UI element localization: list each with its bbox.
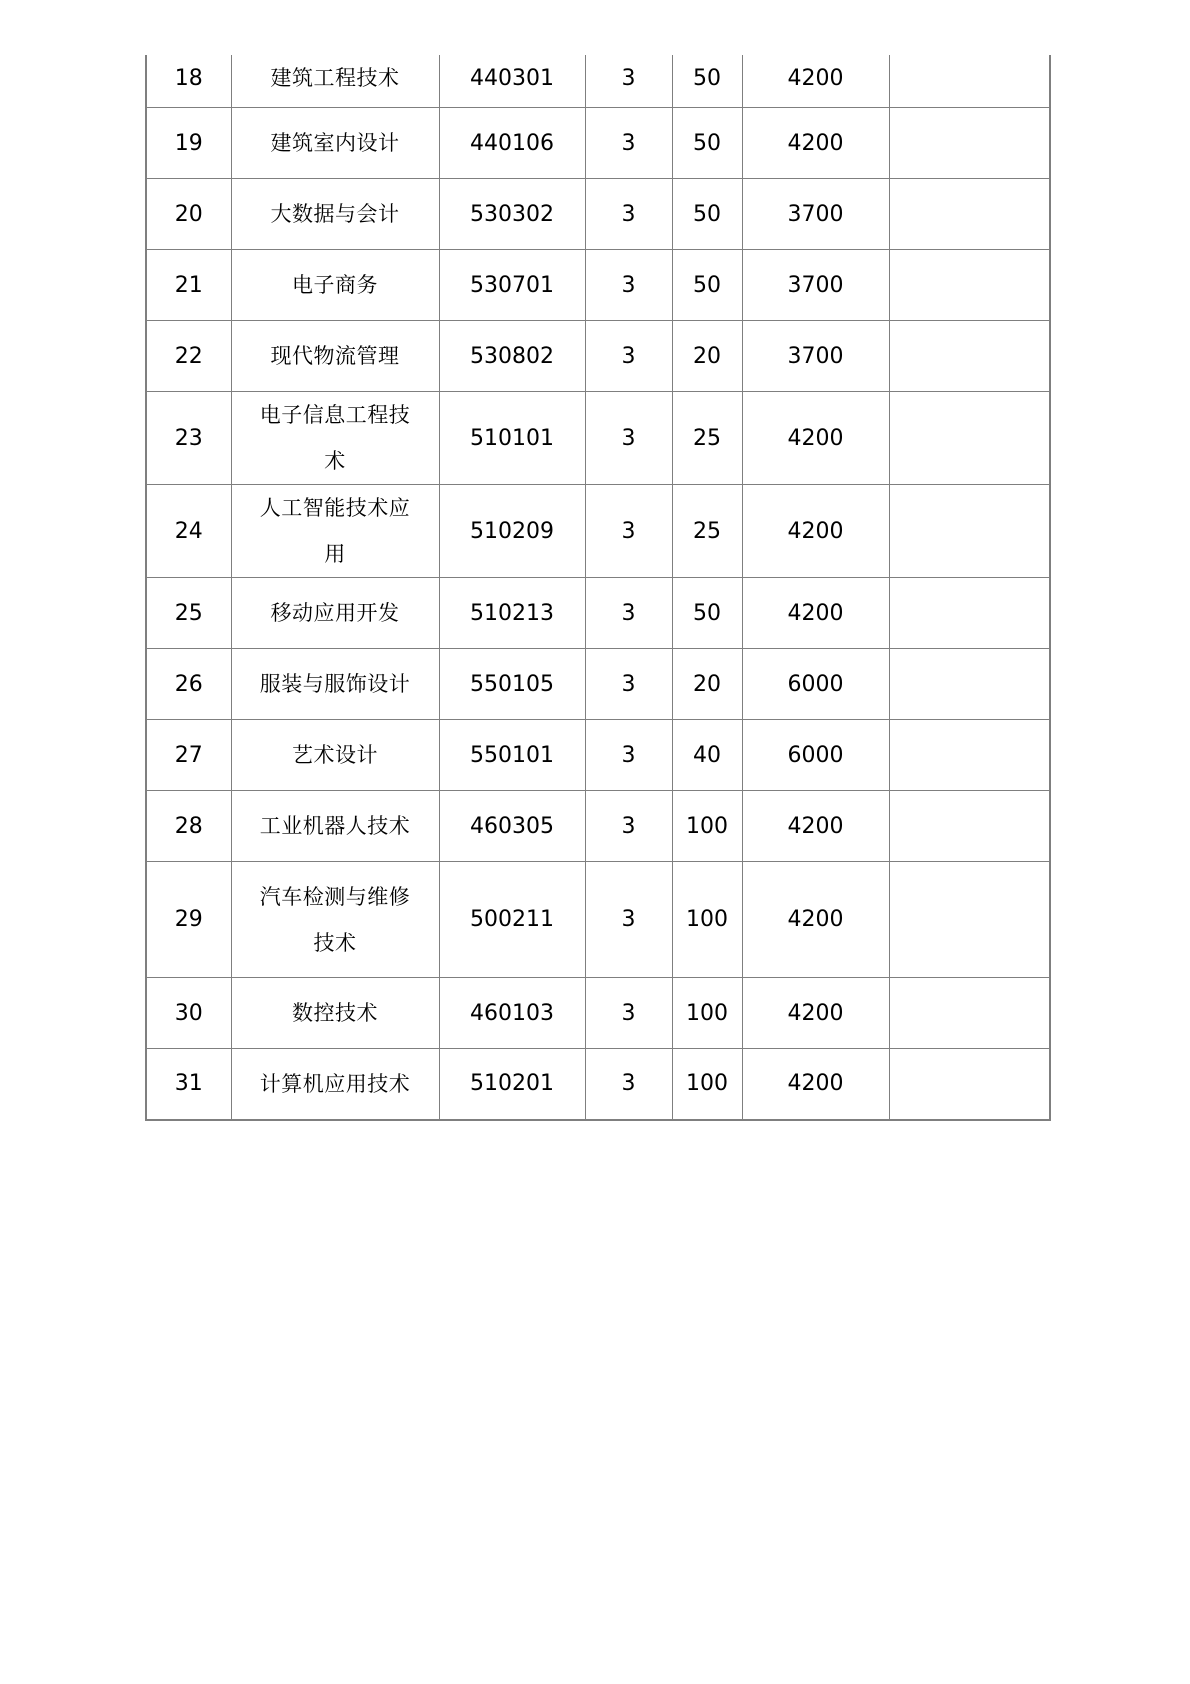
- major-code: 500211: [439, 862, 585, 978]
- enrollment-plan: 20: [672, 649, 742, 720]
- major-name: 汽车检测与维修技术: [231, 862, 439, 978]
- tuition-fee: 6000: [742, 720, 889, 791]
- remarks: [889, 179, 1050, 250]
- major-code: 530802: [439, 321, 585, 392]
- remarks: [889, 55, 1050, 108]
- study-years: 3: [585, 578, 672, 649]
- enrollment-plan: 25: [672, 485, 742, 578]
- remarks: [889, 321, 1050, 392]
- major-code: 460103: [439, 978, 585, 1049]
- major-code: 510101: [439, 392, 585, 485]
- table-row: [146, 649, 1050, 720]
- enrollment-plan: 100: [672, 862, 742, 978]
- major-code: 530701: [439, 250, 585, 321]
- study-years: 3: [585, 250, 672, 321]
- table-row: [146, 862, 1050, 978]
- major-name: 建筑室内设计: [231, 108, 439, 179]
- tuition-fee: 4200: [742, 578, 889, 649]
- remarks: [889, 791, 1050, 862]
- table-row: [146, 485, 1050, 578]
- table-row: [146, 55, 1050, 108]
- major-code: 510209: [439, 485, 585, 578]
- table-row: [146, 108, 1050, 179]
- row-number: 19: [146, 108, 231, 179]
- tuition-fee: 4200: [742, 108, 889, 179]
- study-years: 3: [585, 179, 672, 250]
- row-number: 24: [146, 485, 231, 578]
- table-row: [146, 392, 1050, 485]
- remarks: [889, 862, 1050, 978]
- row-number: 27: [146, 720, 231, 791]
- table-row: [146, 578, 1050, 649]
- tuition-fee: 6000: [742, 649, 889, 720]
- major-name: 大数据与会计: [231, 179, 439, 250]
- study-years: 3: [585, 485, 672, 578]
- tuition-fee: 4200: [742, 392, 889, 485]
- study-years: 3: [585, 978, 672, 1049]
- remarks: [889, 1049, 1050, 1120]
- remarks: [889, 578, 1050, 649]
- row-number: 30: [146, 978, 231, 1049]
- major-code: 550101: [439, 720, 585, 791]
- table-row: [146, 321, 1050, 392]
- major-name: 人工智能技术应用: [231, 485, 439, 578]
- study-years: 3: [585, 649, 672, 720]
- row-number: 25: [146, 578, 231, 649]
- row-number: 22: [146, 321, 231, 392]
- table-row: [146, 791, 1050, 862]
- enrollment-plan: 100: [672, 791, 742, 862]
- major-name: 工业机器人技术: [231, 791, 439, 862]
- majors-table: [145, 55, 1051, 1121]
- table-row: [146, 179, 1050, 250]
- row-number: 26: [146, 649, 231, 720]
- table-row: [146, 978, 1050, 1049]
- study-years: 3: [585, 720, 672, 791]
- major-name: 建筑工程技术: [231, 55, 439, 108]
- major-code: 510213: [439, 578, 585, 649]
- enrollment-plan: 50: [672, 179, 742, 250]
- enrollment-plan: 50: [672, 250, 742, 321]
- tuition-fee: 4200: [742, 862, 889, 978]
- study-years: 3: [585, 392, 672, 485]
- remarks: [889, 392, 1050, 485]
- enrollment-plan: 100: [672, 1049, 742, 1120]
- major-code: 440106: [439, 108, 585, 179]
- remarks: [889, 485, 1050, 578]
- study-years: 3: [585, 321, 672, 392]
- remarks: [889, 108, 1050, 179]
- enrollment-plan: 40: [672, 720, 742, 791]
- row-number: 18: [146, 55, 231, 108]
- study-years: 3: [585, 108, 672, 179]
- major-code: 550105: [439, 649, 585, 720]
- row-number: 28: [146, 791, 231, 862]
- tuition-fee: 4200: [742, 485, 889, 578]
- table-row: [146, 720, 1050, 791]
- remarks: [889, 978, 1050, 1049]
- enrollment-plan: 50: [672, 578, 742, 649]
- remarks: [889, 649, 1050, 720]
- tuition-fee: 3700: [742, 321, 889, 392]
- row-number: 21: [146, 250, 231, 321]
- tuition-fee: 3700: [742, 179, 889, 250]
- tuition-fee: 4200: [742, 978, 889, 1049]
- enrollment-plan: 20: [672, 321, 742, 392]
- major-code: 440301: [439, 55, 585, 108]
- major-name: 数控技术: [231, 978, 439, 1049]
- enrollment-plan: 50: [672, 55, 742, 108]
- row-number: 29: [146, 862, 231, 978]
- majors-table-body: [146, 55, 1050, 1120]
- enrollment-plan: 25: [672, 392, 742, 485]
- tuition-fee: 3700: [742, 250, 889, 321]
- table-row: [146, 1049, 1050, 1120]
- remarks: [889, 720, 1050, 791]
- tuition-fee: 4200: [742, 55, 889, 108]
- major-name: 服装与服饰设计: [231, 649, 439, 720]
- major-name: 艺术设计: [231, 720, 439, 791]
- study-years: 3: [585, 55, 672, 108]
- study-years: 3: [585, 1049, 672, 1120]
- row-number: 23: [146, 392, 231, 485]
- enrollment-plan: 50: [672, 108, 742, 179]
- tuition-fee: 4200: [742, 1049, 889, 1120]
- major-name: 计算机应用技术: [231, 1049, 439, 1120]
- enrollment-plan: 100: [672, 978, 742, 1049]
- row-number: 20: [146, 179, 231, 250]
- major-name: 现代物流管理: [231, 321, 439, 392]
- study-years: 3: [585, 862, 672, 978]
- row-number: 31: [146, 1049, 231, 1120]
- major-code: 510201: [439, 1049, 585, 1120]
- major-code: 530302: [439, 179, 585, 250]
- tuition-fee: 4200: [742, 791, 889, 862]
- remarks: [889, 250, 1050, 321]
- major-code: 460305: [439, 791, 585, 862]
- major-name: 电子信息工程技术: [231, 392, 439, 485]
- major-name: 移动应用开发: [231, 578, 439, 649]
- study-years: 3: [585, 791, 672, 862]
- major-name: 电子商务: [231, 250, 439, 321]
- table-row: [146, 250, 1050, 321]
